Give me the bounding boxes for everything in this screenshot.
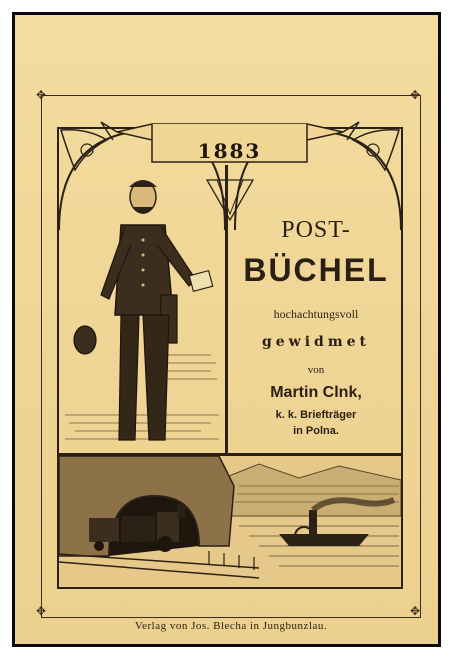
author-place: in Polna.: [293, 425, 339, 437]
title-line-2: BÜCHEL: [243, 252, 389, 288]
corner-ornament-icon: ✥: [409, 88, 421, 102]
column-divider: [225, 165, 228, 455]
train-steamboat-illustration: [59, 456, 401, 587]
author-name: Martin Clnk,: [270, 384, 362, 401]
year-label: 1883: [197, 139, 262, 163]
postman-illustration: [61, 165, 223, 453]
author-title: k. k. Briefträger: [275, 409, 357, 421]
corner-ornament-icon: ✥: [35, 604, 47, 618]
corner-ornament-icon: ✥: [35, 88, 47, 102]
corner-ornament-icon: ✥: [409, 604, 421, 618]
publisher-line: Verlag von Jos. Blecha in Jungbunzlau.: [134, 620, 328, 632]
cover-page: [15, 15, 438, 644]
title-line-1: POST-: [281, 217, 351, 243]
by-label: von: [307, 364, 325, 376]
dedication-line-1: hochachtungsvoll: [273, 307, 359, 321]
dedication-line-2: gewidmet: [261, 334, 371, 350]
